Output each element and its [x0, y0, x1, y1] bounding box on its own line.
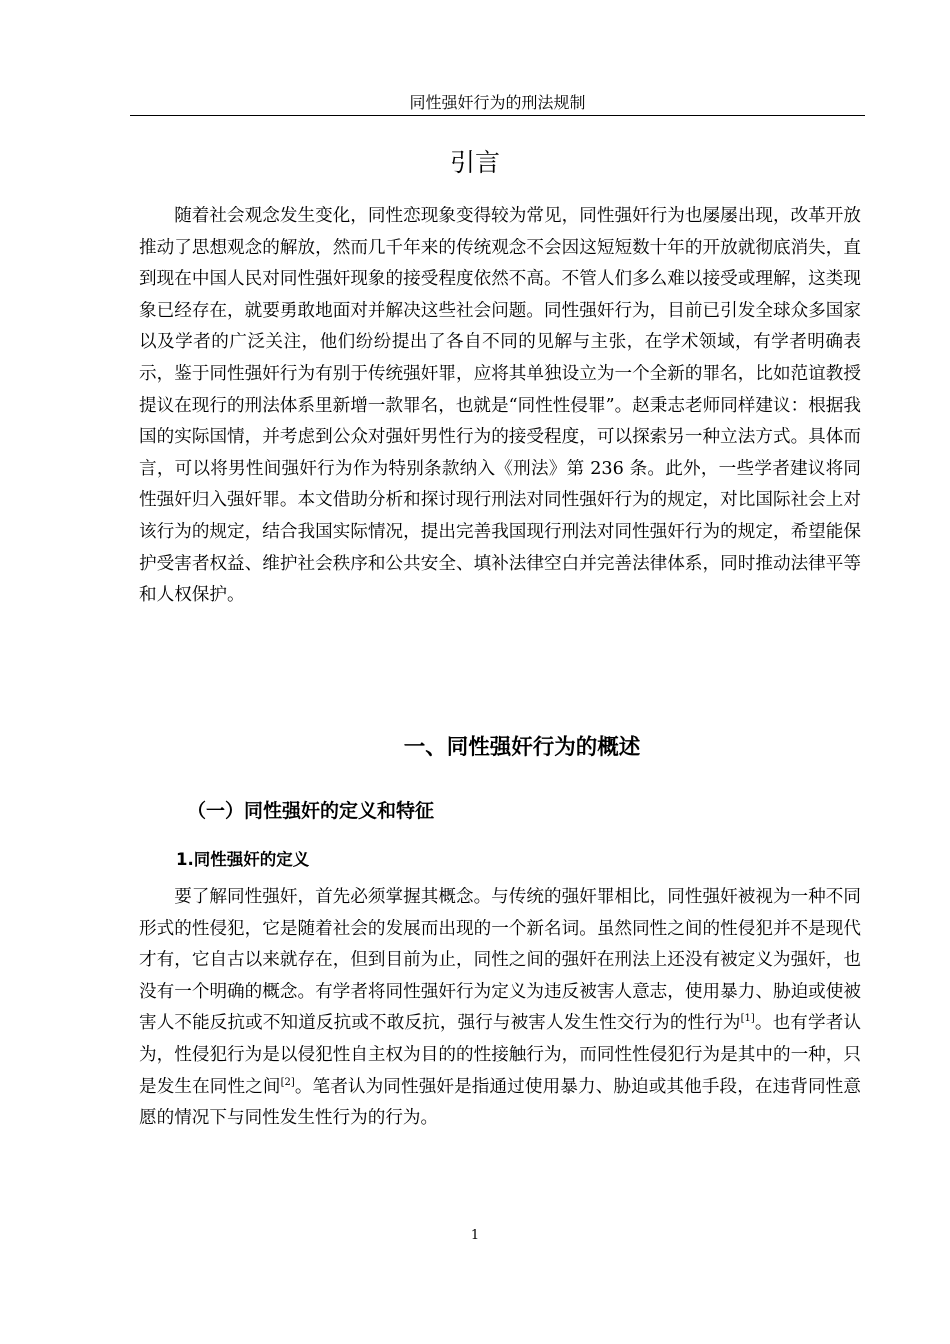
running-header: 同性强奸行为的刑法规制	[409, 93, 586, 112]
intro-paragraph: 随着社会观念发生变化，同性恋现象变得较为常见，同性强奸行为也屡屡出现，改革开放推动了思想观念的解放，然而几千年来的传统观念不会因这短短数十年的开放就彻底消失，直到现在中国人民对同性强奸现象的接受程度依然不高。不管人们多么难以接受或理解，这类现象已经存在，就要勇敢地面对并解决这些社会问题。同性强奸行为，目前已引发全球众多国家以及学者的广泛关注，他们纷纷提出了各自不同的见解与主张，在学术领域，有学者明确表示，鉴于同性强奸行为有别于传统强奸罪，应将其单独设立为一个全新的罪名，比如范谊教授提议在现行的刑法体系里新增一款罪名，也就是“同性性侵罪”。赵秉志老师同样建议：根据我国的实际国情，并考虑到公众对强奸男性行为的接受程度，可以探索另一种立法方式。具体而言，可以将男性间强奸行为作为特别条款纳入《刑法》第 236 条。此外，一些学者建议将同性强奸归入强奸罪。本文借助分析和探讨现行刑法对同性强奸行为的规定，对比国际社会上对该行为的规定，结合我国实际情况，提出完善我国现行刑法对同性强奸行为的规定，希望能保护受害者权益、维护社会秩序和公共安全、填补法律空白并完善法律体系，同时推动法律平等和人权保护。	[139, 206, 861, 606]
definition-text-part1: 要了解同性强奸，首先必须掌握其概念。与传统的强奸罪相比，同性强奸被视为一种不同形式的性侵犯，它是随着社会的发展而出现的一个新名词。虽然同性之间的性侵犯并不是现代才有，它自古以来就存在，但到目前为止，同性之间的强奸在刑法上还没有被定义为强奸，也没有一个明确的概念。有学者将同性强奸行为定义为违反被害人意志，使用暴力、胁迫或使被害人不能反抗或不知道反抗或不敢反抗，强行与被害人发生性交行为的性行为	[139, 887, 861, 1034]
definition-paragraph	[139, 882, 861, 1135]
subsection-heading: （一）同性强奸的定义和特征	[187, 800, 435, 822]
definition-text-part2: 。也有学者认为，性侵犯行为是以侵犯性自主权为目的的性接触行为，而同性性侵犯行为是其中的一种，只是发生在同性之间	[139, 1013, 861, 1097]
page-number: 1	[470, 1228, 480, 1243]
citation-1: [1]	[740, 1013, 755, 1025]
subsubsection-heading: 1.同性强奸的定义	[176, 850, 310, 869]
header-divider	[130, 115, 865, 116]
definition-text-part3: 。笔者认为同性强奸是指通过使用暴力、胁迫或其他手段，在违背同性意愿的情况下与同性发生性行为的行为。	[139, 1076, 861, 1129]
citation-2: [2]	[280, 1076, 295, 1088]
intro-heading: 引言	[449, 148, 500, 177]
section-heading: 一、同性强奸行为的概述	[403, 735, 641, 760]
